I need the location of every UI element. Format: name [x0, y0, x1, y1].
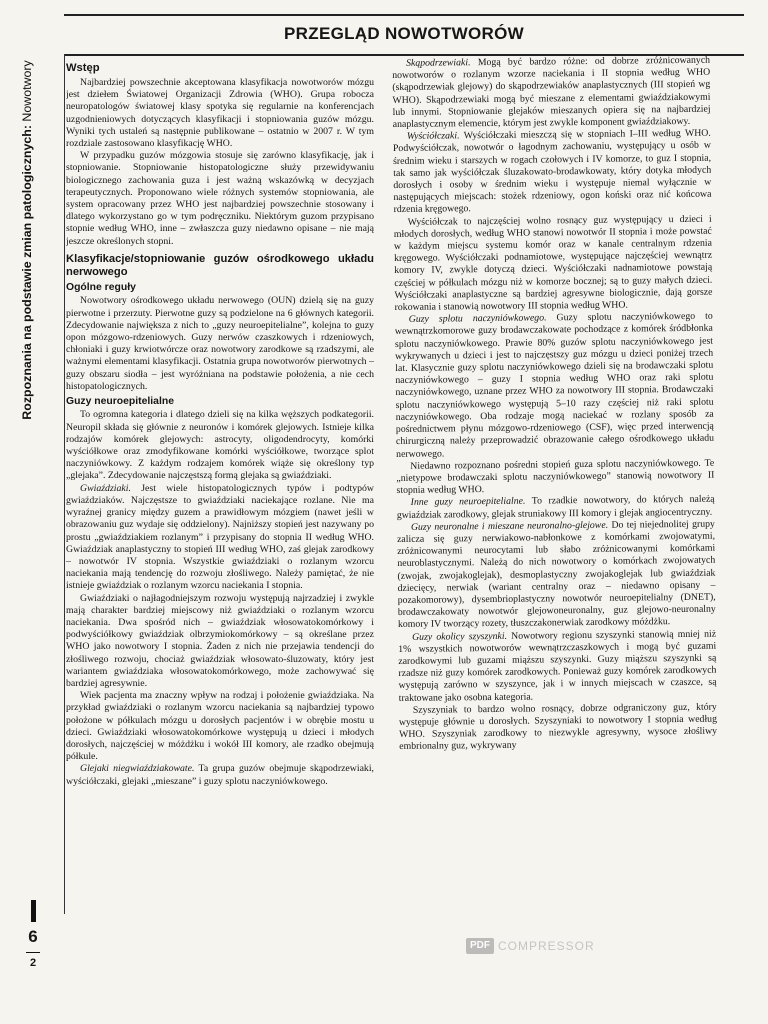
paragraph: W przypadku guzów mózgowia stosuje się zarówno klasyfikację, jak i stopniowanie. Stopniowanie histopatologiczne służy przewidywaniu biologicznego zachowania guza i jest ważną wskazówką w decyzjach terapeutycznych. Proponowano wiele różnych systemów stopniowania, ale system opracowany przez WHO jest najbardziej powszechnie stosowany i dlatego wykorzystano go w tym podręczniku. Niektórym guzom przypisano stopnie według WHO, inne – zwłaszcza guzy niedawno opisane – nie mają jeszcze określonych stopni. — [66, 150, 374, 247]
paragraph: Szyszyniak to bardzo wolno rosnący, dobrze odgraniczony guz, który występuje głównie u dorosłych. Szyszyniaki to nowotwory I stopnia według WHO. Szyszyniak zarodkowy to niezwykle agresywny, wysoce złośliwy embrionalny guz, wykrywany — [398, 701, 718, 753]
side-title-main: Rozpoznania na podstawie zmian patologicznych: — [20, 125, 34, 420]
paragraph-text: Wyściółczaki mieszczą się w stopniach I–III według WHO. Podwyściółczak, nowotwór o łagodnym zachowaniu, występujący u osób w średnim wieku i starszych w rogach czołowych i IV komorze, to guz I stopnia, tak samo jak wyściółczak śluzakowato-brodawkowaty, który dotyka młodych dorosłych i osoby w średnim wieku i występuje niemal wyłącznie w następujących miejscach: stożek rdzeniowy, ogon koński oraz nić końcowa rdzenia kręgowego. — [392, 127, 712, 216]
run-in-heading: Guzy neuronalne i mieszane neuronalno-glejowe. — [410, 519, 609, 533]
paragraph-text: Mogą być bardzo różne: od dobrze zróżnicowanych nowotworów o rozlanym wzorze naciekania i II stopnia według WHO (skąpodrzewiak glejowy) do skąpodrzewiaków anaplastycznych (III stopień wg WHO). Skąpodrzewiaki mogą być mieszane z elementami gwiaździakowymi lub innymi. Stopniowanie glejaków mieszanych opiera się na najbardziej anaplastycznym elemencie, którym jest zwykle komponent gwiaździakowy. — [392, 54, 711, 131]
side-title-sub: Nowotwory — [20, 60, 34, 122]
paragraph-guzy-szyszynki — [398, 628, 717, 705]
margin-rule — [64, 54, 65, 914]
paragraph-wysciolczaki — [393, 128, 712, 217]
paragraph-glejaki — [66, 763, 374, 787]
chapter-divider — [26, 952, 40, 953]
page-header — [64, 14, 744, 56]
paragraph-gwiazdziaki — [66, 483, 374, 593]
paragraph-text: To rzadkie nowotwory, do których należą gwiaździak zarodkowy, glejak struniakowy III komory i glejak angiocentryczny. — [396, 493, 715, 521]
left-column — [66, 58, 374, 1004]
paragraph: To ogromna kategoria i dlatego dzieli się na kilka węższych podkategorii. Neuropil składa się głównie z neuronów i komórek glejowych. Istnieje kilka rodzajów komórek glejowych: astrocyty, oligodendrocyty, komórki wyściółkowe oraz zmodyfikowane komórki wyściółkowe, tworzące splot naczyniówkowy. Z każdym rodzajem komórek wiąże się określony typ „glejaka”. Zdecydowanie najczęstszą formą glejaka są gwiaździaki. — [66, 409, 374, 482]
paragraph-guzy-neuronalne — [397, 518, 716, 631]
run-in-heading: Gwiaździaki. — [80, 482, 131, 494]
heading-ogolne-reguly: Ogólne reguły — [66, 281, 136, 293]
paragraph-text: Do tej niejednolitej grupy zalicza się guzy nerwiakowo-nabłonkowe z komórkami zwojowatymi, zróżnicowanymi neurocytami lub słabo zróżnicowanymi komórkami neuroblastycznymi. Należą do nich nowotwory o komórkach zwojowatych (zwojak, zwojakoglejak), desmoplastyczny zwojakoglejak lub gwiaździak dziecięcy, nerwiak (wariant centralny oraz – niedawno opisany – pozakomorowy), dysembrioplastyczny nowotwór neuroepitelialny (DNET), brodawczakowaty nowotwór glejowoneuronalny, guz glejowo-neuronalny komory IV tworzący rozety, tłuszczakonerwiak zarodkowy móżdżku. — [396, 518, 716, 631]
paragraph-text: Guzy splotu naczyniówkowego to wewnątrzkomorowe guzy brodawczakowate pochodzące z komórek śródbłonka splotu naczyniówkowego. Prawie 80% guzów splotu naczyniówkowego jest wykrywanych u dzieci i jest to najczęstszy guz mózgu u dzieci poniżej trzech lat. Klasycznie guzy splotu naczyniówkowego dzieli się na brodawczaki splotu naczyniówkowego – guzy I stopnia według WHO oraz raki splotu naczyniówkowego, uznane przez WHO za nowotwory III stopnia. Brodawczaki splotu naczyniówkowego występują 5–10 razy częściej niż raki splotu naczyniówkowego. Oba rodzaje mogą naciekać w rozlany sposób za pośrednictwem płynu mózgowo-rdzeniowego (CSF), więc przed interwencją chirurgiczną należy przeprowadzić obrazowanie całego ośrodkowego układu nerwowego. — [394, 310, 715, 460]
paragraph-text: Nowotwory regionu szyszynki stanowią mniej niż 1% wszystkich nowotworów wewnątrzczaszkowych i mogą być guzami zarodkowymi lub guzami miąższu szyszynki. Guzy miąższu szyszynki są rzadsze niż guzy komórek zarodkowych. Ponieważ guzy komórek zarodkowych występują zarówno w szyszynce, jak i w innych miejscach w czaszce, są traktowane jako osobna kategoria. — [398, 628, 717, 704]
chapter-number: 6 — [28, 927, 38, 946]
heading-klasyfikacje: Klasyfikacje/stopniowanie guzów ośrodkowego układu nerwowego — [66, 252, 374, 278]
paragraph: Nowotwory ośrodkowego układu nerwowego (OUN) dzielą się na guzy pierwotne i przerzuty. Pierwotne guzy są podzielone na 6 głównych kategorii. Zdecydowanie największa z nich to „guzy neuroepitelialne”, kolejna to guzy opon mózgowo-rdzeniowych. Guzy nerwów czaszkowych i rdzeniowych, chłoniaki i guzy krwiotwórcze oraz nowotwory zarodkowe są rzadszymi, ale ważnymi elementami klasyfikacji. Ostatnia grupa nowotworów pierwotnych – guzy obszaru siodła – jest wyróżniana na podstawie położenia, a nie cech histopatologicznych. — [66, 295, 374, 392]
right-column — [392, 55, 720, 1004]
run-in-heading: Glejaki niegwiaździakowate. — [80, 763, 195, 775]
chapter-bar — [31, 900, 36, 922]
run-in-heading: Inne guzy neuroepitelialne. — [410, 495, 526, 509]
paragraph: Najbardziej powszechnie akceptowana klasyfikacja nowotworów mózgu jest dziełem Światowej Organizacji Zdrowia (WHO). Grupa robocza neuropatologów światowej klasy spotyka się regularnie na konferencjach uzgodnieniowych dotyczących klasyfikacji i stopniowania guzów mózgu. Wyniki tych ustaleń są następnie publikowane – ostatnio w 2007 r. W tym rozdziale zastosowano klasyfikację WHO. — [66, 77, 374, 150]
paragraph: Gwiaździaki o najłagodniejszym rozwoju występują najrzadziej i zwykle mają charakter bardziej miejscowy niż gwiaździaki o rozlanym wzorcu naciekania. Dwa spośród nich – gwiaździak włosowatokomórkowy i podwyściółkowy gwiaździak olbrzymiokomórkowy – są określane przez WHO jako nowotwory I stopnia. Żaden z nich nie przejawia tendencji do złośliwego rozwoju, chociaż gwiaździak włosowato-śluzowaty, który jest wariantem gwiaździaka włosowatokomórkowego, może zachowywać się bardziej agresywnie. — [66, 592, 374, 689]
paragraph-skapodrzewiaki — [392, 55, 711, 132]
running-side-title — [14, 20, 40, 460]
paragraph: Niedawno rozpoznano pośredni stopień guza splotu naczyniówkowego. Te „nietypowe brodawczaki splotu naczyniówkowego” stanowią nowotwory II stopnia według WHO. — [396, 457, 715, 497]
paragraph: Wyściółczak to najczęściej wolno rosnący guz występujący u dzieci i młodych dorosłych, według WHO stanowi nowotwór II stopnia i może powstać w każdym miejscu systemu komór oraz w kanale centralnym rdzenia kręgowego. Wyściółczaki podnamiotowe, występujące najczęściej wewnątrz komory IV, zwykle dotyczą dzieci. Wyściółczaki nadnamiotowe powstają częściej w półkulach mózgu niż w komorze bocznej; są to guzy małych dzieci. Wyściółczaki anaplastyczne są bardziej agresywne biologicznie, dają gorsze rokowania i stanowią nowotwory III stopnia według WHO. — [393, 213, 713, 314]
paragraph-text: Ta grupa guzów obejmuje skąpodrzewiaki, wyściółczaki, glejaki „mieszane” i guzy splotu naczyniówkowego. — [66, 763, 374, 787]
paragraph: Wiek pacjenta ma znaczny wpływ na rodzaj i położenie gwiaździaka. Na przykład gwiaździaki o rozlanym wzorcu naciekania są najbardziej typowo położone w półkulach mózgu u dorosłych pacjentów i w obrębie mostu u dzieci. Gwiaździaki włosowatokomórkowe występują u dzieci i młodych dorosłych, najczęściej w móżdżku i wokół III komory, ale rzadko obejmują półkule. — [66, 690, 374, 763]
run-in-heading: Guzy splotu naczyniówkowego. — [408, 312, 547, 326]
chapter-marker — [22, 900, 44, 969]
pdf-compressor-watermark — [466, 938, 595, 954]
heading-wstep: Wstęp — [66, 62, 100, 74]
run-in-heading: Guzy okolicy szyszynki. — [412, 630, 508, 643]
run-in-heading: Skąpodrzewiaki. — [405, 57, 471, 69]
pdf-icon: PDF — [466, 938, 494, 954]
heading-guzy-neuroepitelialne: Guzy neuroepitelialne — [66, 395, 174, 407]
page-title: PRZEGLĄD NOWOTWORÓW — [284, 24, 524, 43]
page-number: 2 — [29, 957, 37, 969]
run-in-heading: Wyściółczaki. — [406, 130, 460, 143]
paragraph-guzy-splotu — [395, 311, 715, 461]
paragraph-text: Jest wiele histopatologicznych typów i podtypów gwiaździaków. Najczęstsze to gwiaździaki naciekające rozlane. Nie ma wyraźnej granicy między guzem a prawidłowym mózgiem (nawet jeśli w obrazowaniu guz wydaje się oddzielony). Najniższy stopień jest nazywany po prostu „gwiaździakiem rozlanym” i przypisany do stopnia II według WHO. Gwiaździak anaplastyczny to stopień III według WHO, zaś glejak zarodkowy – nowotwór IV stopnia. Wszystkie gwiaździaki o rozlanym wzorcu naciekania mają tendencję do rozwoju złośliwego. Należy pamiętać, że nie istnieje gwiaździak o rozlanym wzorcu naciekania I stopnia. — [66, 482, 374, 592]
watermark-text: COMPRESSOR — [498, 939, 595, 953]
paragraph-inne-guzy — [397, 494, 715, 522]
